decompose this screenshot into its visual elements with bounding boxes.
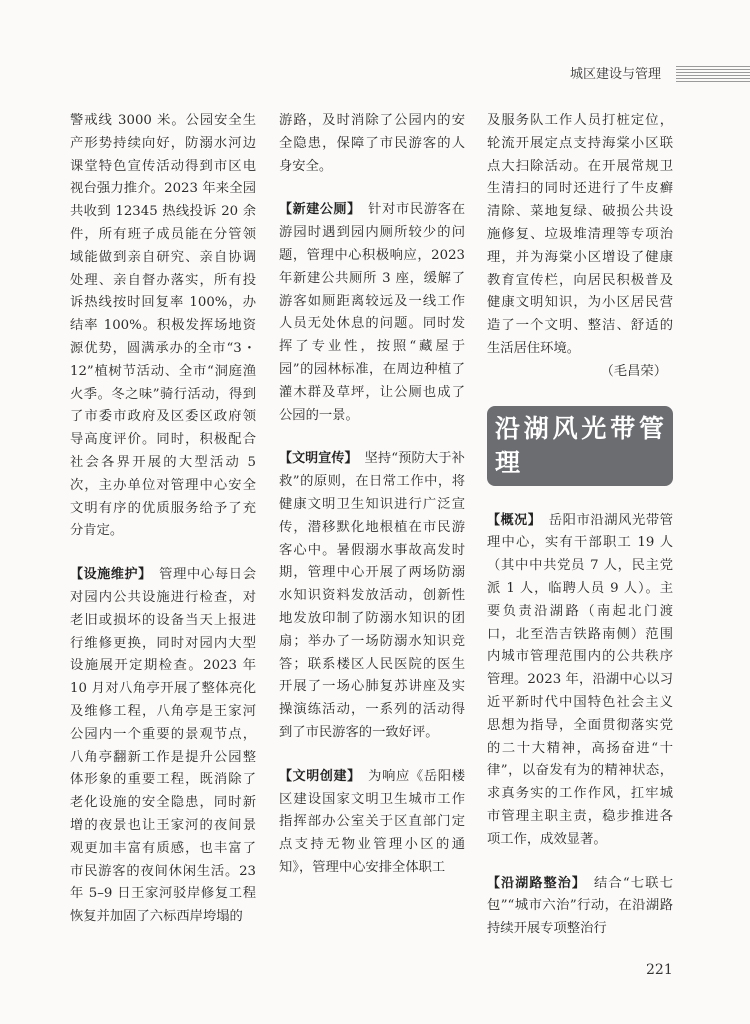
text-column-3 bbox=[487, 110, 673, 941]
section-tag: 【概况】 bbox=[487, 512, 535, 528]
running-title: 城区建设与管理 bbox=[570, 67, 662, 82]
text-column-1 bbox=[70, 110, 256, 929]
section-tag: 【沿湖路整治】 bbox=[487, 875, 580, 891]
section-tag: 【文明宣传】 bbox=[279, 451, 352, 467]
author-credit: （毛昌荣） bbox=[600, 363, 667, 379]
paragraph-text: 岳阳市沿湖风光带管理中心，实有干部职工 19 人（其中中共党员 7 人，民主党派 1 人，临聘人员 9 人）。主要负责沿湖路（南起北门渡口，北至浩吉铁路南侧）范围内城市管理范围内的公共秩序管理。2023 年，沿湖中心以习近平新时代中国特色社会主义思想为指导，全面贯彻落实党的二十大精神，高扬奋进“十律”，以奋发有为的精神状态，求真务实的工作作风，扛牢城市管理主职主责，稳步推进各项工作，成效显著。 bbox=[487, 512, 673, 847]
text-column-2 bbox=[279, 110, 465, 880]
paragraph-facility-maintenance bbox=[70, 564, 256, 929]
paragraph: 游路，及时消除了公园内的安全隐患，保障了市民游客的人身安全。 bbox=[279, 113, 465, 174]
paragraph-text: 管理中心每日会对园内公共设施进行检查，对老旧或损坏的设备当天上报进行维修更换，同时对园内大型设施展开定期检查。2023 年 10 月对八角亭开展了整体亮化及维修工程，八角亭是王家河公园内一个重要的景观节点，八角亭翻新工作是提升公园整体形象的重要工程，既消除了老化设施的安全隐患，同时新增的夜景也让王家河的夜间景观更加丰富有质感，也丰富了市民游客的夜间休闲生活。23 年 5–9 日王家河驳岸修复工程恢复并加固了六标西岸垮塌的 bbox=[70, 567, 256, 925]
paragraph-new-toilets bbox=[279, 199, 465, 427]
section-heading: 沿湖风光带管理 bbox=[487, 406, 673, 486]
paragraph-text: 针对市民游客在游园时遇到园内厕所较少的问题，管理中心积极响应，2023 年新建公共厕所 3 座，缓解了游客如厕距离较远及一线工作人员无处休息的问题。同时发挥了专业性，按照“藏屋于园”的园林标准，在周边种植了灌木群及草坪，让公厕也成了公园的一景。 bbox=[279, 202, 465, 423]
paragraph: 及服务队工作人员打桩定位，轮流开展定点支持海棠小区联点大扫除活动。在开展常规卫生清扫的同时还进行了牛皮癣清除、菜地复绿、破损公共设施修复、垃圾堆清理等专项治理，并为海棠小区增设了健康教育宣传栏，向居民积极普及健康文明知识，为小区居民营造了一个文明、整洁、舒适的生活居住环境。 bbox=[487, 113, 673, 356]
section-tag: 【设施维护】 bbox=[70, 567, 146, 583]
paragraph-text: 结合“七联七包”“城市六治”行动，在沿湖路持续开展专项整治行 bbox=[487, 875, 673, 937]
header-decorative-lines bbox=[676, 66, 750, 84]
section-tag: 【新建公厕】 bbox=[279, 202, 355, 218]
running-header bbox=[0, 64, 750, 86]
section-tag: 【文明创建】 bbox=[279, 768, 355, 784]
paragraph: 警戒线 3000 米。公园安全生产形势持续向好，防溺水河边课堂特色宣传活动得到市区电视台强力推介。2023 年来全园共收到 12345 热线投诉 20 余件，所有班子成员能在分管领域能做到亲自研究、亲自协调处理、亲自督办落实，所有投诉热线按时回复率 100%，办结率 100%。积极发挥场地资源优势，圆满承办的全市“3・12”植树节活动、全市“洞庭渔火季。冬之味”骑行活动，得到了市委市政府及区委区政府领导高度评价。同时，积极配合社会各界开展的大型活动 5 次，主办单位对管理中心安全文明有序的优质服务给予了充分肯定。 bbox=[70, 113, 256, 539]
paragraph-text: 为响应《岳阳楼区建设国家文明卫生城市工作指挥部办公室关于区直部门定点支持无物业管理小区的通知》，管理中心安排全体职工 bbox=[279, 768, 465, 875]
paragraph-civilization-creation bbox=[279, 766, 465, 880]
paragraph-civilization-promotion bbox=[279, 448, 465, 744]
paragraph-text: 坚持“预防大于补救”的原则，在日常工作中，将健康文明卫生知识进行广泛宣传，潜移默化地根植在市民游客心中。暑假溺水事故高发时期，管理中心开展了两场防溺水知识资料发放活动，创新性地发放印制了防溺水知识的团扇；举办了一场防溺水知识竞答；联系楼区人民医院的医生开展了一场心肺复苏讲座及实操演练活动，一系列的活动得到了市民游客的一致好评。 bbox=[279, 451, 465, 740]
paragraph-lakeside-road bbox=[487, 873, 673, 941]
page-number: 221 bbox=[646, 962, 673, 978]
paragraph-overview bbox=[487, 510, 673, 852]
